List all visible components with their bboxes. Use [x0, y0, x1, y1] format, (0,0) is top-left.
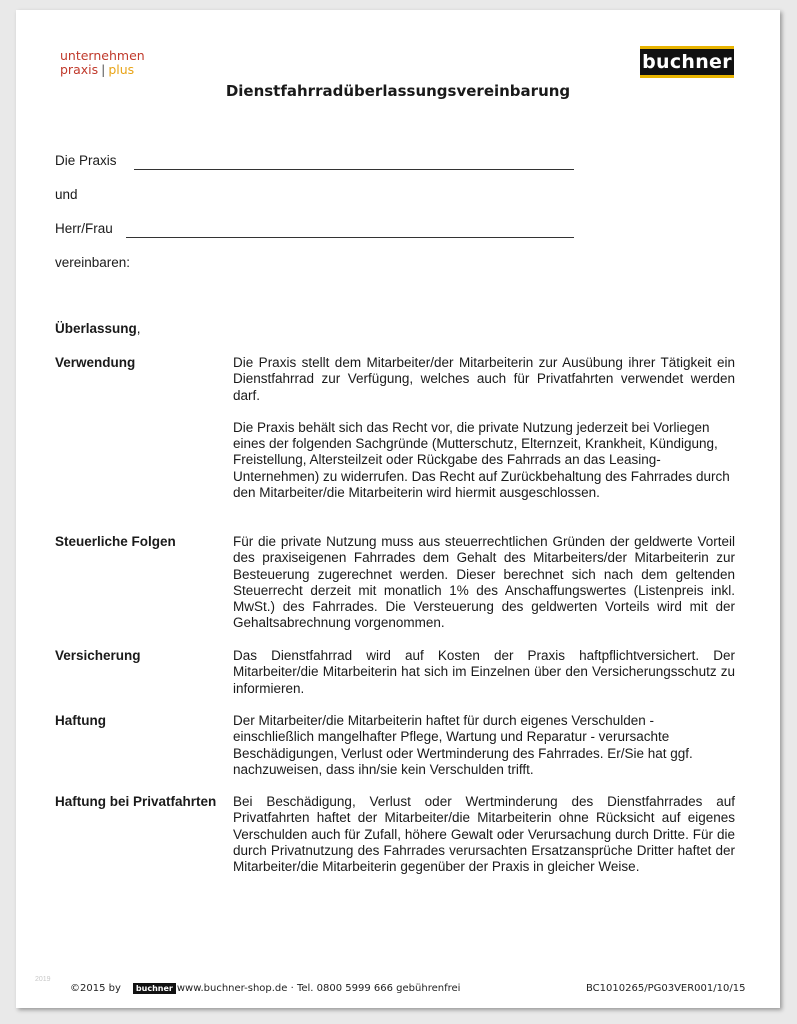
footer-left	[70, 983, 460, 994]
praxis-blank-line[interactable]	[134, 169, 574, 170]
verwendung-paragraph-2: Die Praxis behält sich das Recht vor, die private Nutzung jederzeit bei Vorliegen eines der folgenden Sachgründe (Mutterschutz, Elternzeit, Krankheit, Kündigung, Freistellung, Altersteilzeit oder Rückgabe des Fahrrads an das Leasing-Unternehmen) zu widerrufen. Das Recht auf Zurückbehaltung des Fahrrades durch den Mitarbeiter/die Mitarbeiterin wird hiermit ausgeschlossen.	[233, 419, 730, 501]
ueberlassung-heading	[55, 321, 141, 336]
logo-left-plus: plus	[108, 62, 135, 77]
logo-left-praxis: praxis	[60, 62, 99, 77]
praxis-label: Die Praxis	[55, 153, 117, 168]
verwendung-paragraph-1: Die Praxis stellt dem Mitarbeiter/der Mitarbeiterin zur Ausübung ihrer Tätigkeit ein Dienstfahrrad zur Verfügung, welches auch für Privatfahrten verwendet werden darf.	[233, 355, 735, 403]
footer-contact: www.buchner-shop.de · Tel. 0800 5999 666 gebührenfrei	[176, 983, 461, 994]
logo-left-line1: unternehmen	[60, 48, 145, 63]
verwendung-text	[233, 355, 735, 501]
logo-left-line2	[60, 63, 145, 77]
versicherung-label: Versicherung	[55, 648, 141, 663]
herr-frau-label: Herr/Frau	[55, 221, 113, 236]
herr-frau-field	[55, 221, 113, 236]
haftung-privat-text: Bei Beschädigung, Verlust oder Wertminderung des Dienstfahrrades auf Privatfahrten haftet der Mitarbeiter/die Mitarbeiterin ohne Rücksicht auf eigenes Verschulden auch für Zufall, höhere Gewalt oder Verursachung durch Dritte. Für die durch Privatnutzung des Fahrrades verursachten Ersatzansprüche Dritter haftet der Mitarbeiter/die Mitarbeiterin gegenüber der Praxis in gleicher Weise.	[233, 794, 735, 875]
steuer-label: Steuerliche Folgen	[55, 534, 176, 549]
document-page	[16, 10, 780, 1008]
haftung-label: Haftung	[55, 713, 106, 728]
logo-left-separator: |	[101, 62, 106, 77]
herr-frau-blank-line[interactable]	[126, 237, 574, 238]
footer-copyright: ©2015 by	[70, 983, 121, 994]
ueberlassung-comma: ,	[136, 321, 141, 336]
praxis-field	[55, 153, 117, 168]
buchner-logo: buchner	[640, 46, 734, 78]
footer-buchner-logo: buchner	[133, 983, 176, 994]
haftung-text: Der Mitarbeiter/die Mitarbeiterin haftet für durch eigenes Verschulden - einschließlich mangelhafter Pflege, Wartung und Reparatur - verursachte Beschädigungen, Verlust oder Wertminderung des Fahrrades. Er/Sie hat ggf. nachzuweisen, dass ihn/sie kein Verschulden trifft.	[233, 713, 693, 777]
watermark: 2019	[35, 976, 51, 983]
verwendung-label: Verwendung	[55, 355, 136, 370]
unternehmen-praxis-plus-logo	[60, 49, 145, 77]
vereinbaren-text: vereinbaren:	[55, 255, 131, 270]
footer-document-code: BC1010265/PG03VER001/10/15	[586, 983, 746, 994]
versicherung-text: Das Dienstfahrrad wird auf Kosten der Praxis haftpflichtversichert. Der Mitarbeiter/die Mitarbeiterin hat sich im Einzelnen über den Versicherungsschutz zu informieren.	[233, 648, 735, 696]
document-title: Dienstfahrradüberlassungsvereinbarung	[225, 82, 571, 100]
haftung-privat-label: Haftung bei Privatfahrten	[55, 794, 217, 809]
steuer-text: Für die private Nutzung muss aus steuerrechtlichen Gründen der geldwerte Vorteil des praxiseigenen Fahrrades dem Gehalt des Mitarbeiters/der Mitarbeiterin zur Besteuerung zugerechnet werden. Dieser berechnet sich nach dem geltenden Steuerrecht derzeit mit monatlich 1% des Anschaffungswertes (Listenpreis inkl. MwSt.) des Fahrrades. Die Versteuerung des geldwerten Vorteils wird mit der Gehaltsabrechnung vorgenommen.	[233, 534, 735, 631]
ueberlassung-label: Überlassung	[55, 321, 137, 336]
und-text: und	[55, 187, 78, 202]
